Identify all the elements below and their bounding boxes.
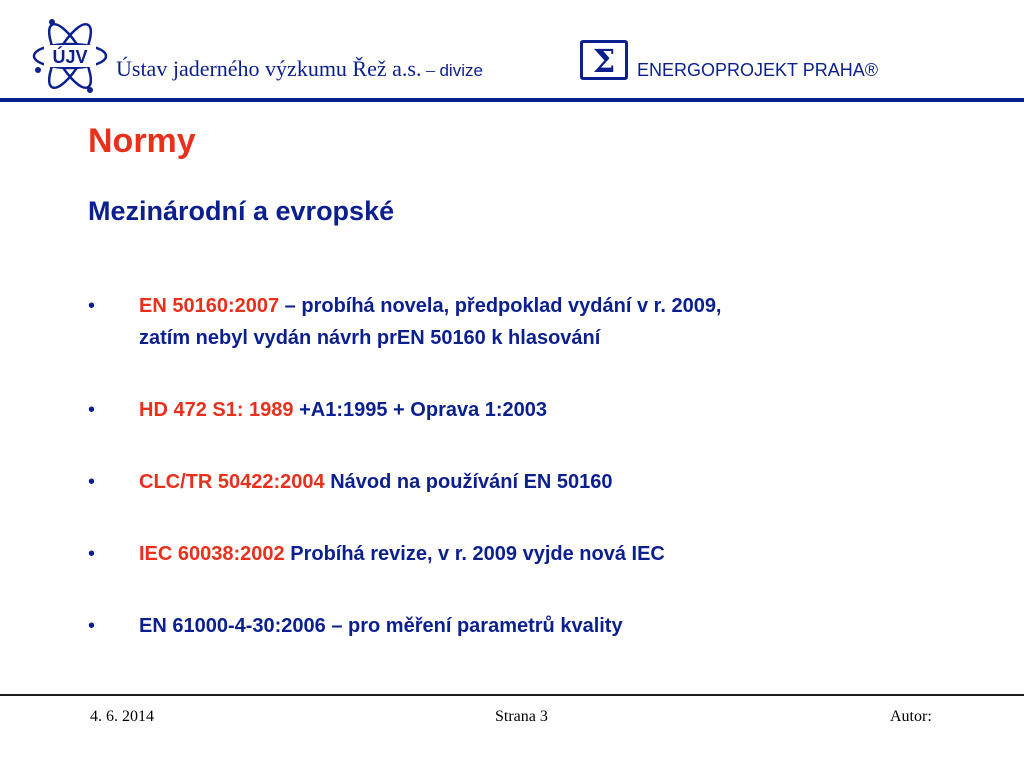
footer-divider <box>0 694 1024 696</box>
footer-page-number: Strana 3 <box>495 708 548 725</box>
standard-note-cont: zatím nebyl vydán návrh prEN 50160 k hlasování <box>139 327 601 349</box>
bullet-icon: • <box>88 471 96 493</box>
list-item <box>88 290 968 354</box>
division-label: divize <box>439 61 483 80</box>
standard-code: IEC 60038:2002 <box>139 543 285 565</box>
footer-date: 4. 6. 2014 <box>90 708 154 725</box>
header-divider <box>0 98 1024 102</box>
standard-code: CLC/TR 50422:2004 <box>139 471 325 493</box>
company-name: ENERGOPROJEKT PRAHA® <box>637 60 878 80</box>
slide-title: Normy <box>88 122 196 160</box>
ujv-atom-logo <box>30 10 110 96</box>
bullet-icon: • <box>88 399 96 421</box>
sigma-logo <box>580 40 628 80</box>
standard-code: EN 50160:2007 <box>139 295 280 317</box>
slide-header <box>0 0 1024 104</box>
logo-text: ÚJV <box>52 47 88 67</box>
standard-note: +A1:1995 + Oprava 1:2003 <box>293 399 548 421</box>
list-item <box>88 538 968 570</box>
slide-subtitle: Mezinárodní a evropské <box>88 196 395 226</box>
standard-code: HD 472 S1: 1989 <box>139 399 294 421</box>
sigma-icon <box>585 45 623 75</box>
institute-name-text: Ústav jaderného výzkumu Řež a.s. <box>116 56 422 81</box>
standard-note: – probíhá novela, předpoklad vydání v r. 2009, <box>279 295 722 317</box>
standard-note: Probíhá revize, v r. 2009 vyjde nová IEC <box>284 543 665 565</box>
list-item <box>88 466 968 498</box>
footer-author: Autor: <box>890 708 932 725</box>
standard-note: EN 61000-4-30:2006 – pro měření parametrů kvality <box>139 615 623 637</box>
list-item <box>88 394 968 426</box>
list-item <box>88 610 968 642</box>
standard-note: Návod na používání EN 50160 <box>324 471 613 493</box>
bullet-icon: • <box>88 543 96 565</box>
bullet-icon: • <box>88 615 96 637</box>
sigma-symbol: Σ <box>592 45 616 75</box>
header-dash: – <box>421 60 440 80</box>
institute-name <box>116 56 483 82</box>
standards-list <box>88 290 968 682</box>
bullet-icon: • <box>88 295 96 317</box>
